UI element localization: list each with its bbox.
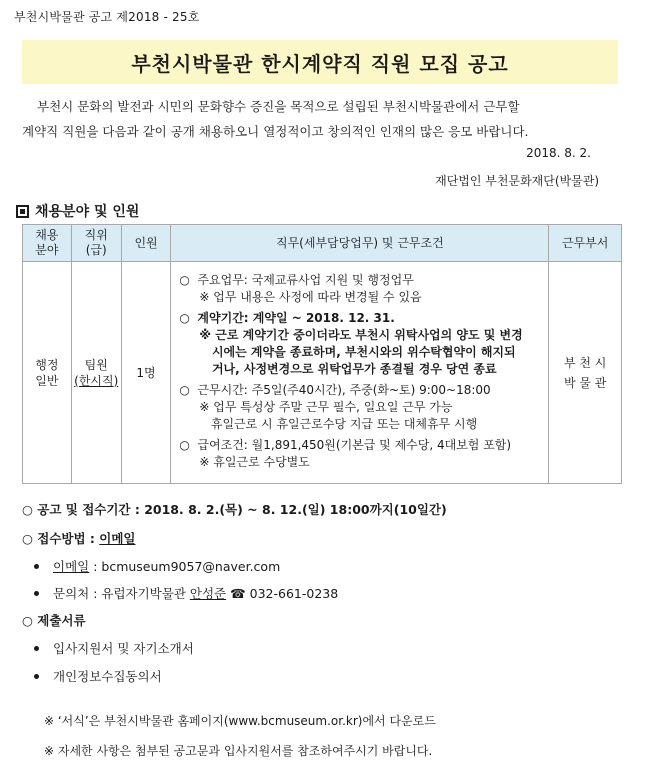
col-header-position: 직위 (급) — [71, 225, 121, 262]
duty-note: ※ 근로 계약기간 중이더라도 부천시 위탁사업의 양도 및 변경 — [199, 328, 523, 342]
duty-note: ※ 업무 내용은 사정에 따라 변경될 수 있음 — [199, 290, 422, 304]
document-item: 입사지원서 및 자기소개서 — [53, 641, 194, 656]
bullet-dot-icon — [34, 674, 39, 679]
bullet-dot-icon — [34, 591, 39, 596]
section-heading — [16, 201, 139, 221]
title-banner — [22, 40, 618, 84]
list-item — [22, 584, 338, 602]
intro-paragraph — [22, 94, 622, 144]
circle-bullet: ○ — [179, 438, 190, 452]
list-item — [22, 639, 194, 657]
footnote-form-download: ※ ‘서식’은 부천시박물관 홈페이지(www.bcmuseum.or.kr)에서 다운로드 — [44, 714, 436, 728]
duty-note: 휴일근로 시 휴일근로수당 지급 또는 대체휴무 시행 — [199, 417, 478, 431]
position-type: (한시직) — [74, 373, 119, 388]
documents-heading: ○ 제출서류 — [22, 613, 86, 628]
cell-position — [71, 262, 121, 484]
duty-contract — [179, 310, 542, 378]
duty-text: 계약기간: 계약일 ~ 2018. 12. 31. — [197, 311, 395, 325]
circle-bullet: ○ — [179, 311, 190, 325]
list-item — [22, 667, 162, 685]
duty-text: 급여조건: 월1,891,450원(기본급 및 제수당, 4대보험 포함) — [197, 438, 512, 452]
intro-line-1: 부천시 문화의 발전과 시민의 문화향수 증진을 목적으로 설립된 부천시박물관에서 근무할 — [37, 99, 520, 114]
duty-note: 시에는 계약을 종료하며, 부천시와의 위수탁협약이 해지되 — [199, 345, 516, 359]
contact-label: 문의처 : 유럽자기박물관 — [53, 586, 190, 601]
col-header-field: 채용 분야 — [23, 225, 72, 262]
duty-note: ※ 업무 특성상 주말 근무 필수, 일요일 근무 가능 — [199, 400, 453, 414]
department-line-1: 부 천 시 — [563, 355, 607, 370]
recruitment-table — [22, 224, 622, 484]
email-value[interactable]: : bcmuseum9057@naver.com — [89, 559, 281, 574]
department-line-2: 박 물 관 — [563, 375, 607, 390]
cell-count: 1명 — [121, 262, 171, 484]
duty-main — [179, 272, 542, 306]
intro-line-2: 계약직 직원을 다음과 같이 공개 채용하오니 열정적이고 창의적인 인재의 많은 응모 바랍니다. — [22, 124, 529, 139]
col-header-duties: 직무(세부담당업무) 및 근무조건 — [171, 225, 549, 262]
col-header-department: 근무부서 — [549, 225, 622, 262]
email-label: 이메일 — [53, 559, 90, 574]
page-title: 부천시박물관 한시계약직 직원 모집 공고 — [131, 51, 509, 76]
list-item — [22, 557, 280, 575]
duty-note: 거나, 사정변경으로 위탁업무가 종결될 경우 당연 종료 — [199, 362, 497, 376]
application-period: ○ 공고 및 접수기간 : 2018. 8. 2.(목) ~ 8. 12.(일) 18:00까지(10일간) — [22, 502, 447, 517]
circle-bullet: ○ — [179, 383, 190, 397]
contact-name: 안성준 — [189, 586, 227, 601]
position-title: 팀원 — [84, 357, 108, 372]
filled-square-icon — [16, 205, 29, 218]
cell-duties — [171, 262, 549, 484]
footnote-details: ※ 자세한 사항은 첨부된 공고문과 입사지원서를 참조하여주시기 바랍니다. — [44, 744, 433, 758]
duty-hours — [179, 382, 542, 433]
duty-text: 주요업무: 국제교류사업 지원 및 행정업무 — [197, 273, 414, 287]
organization-name: 재단법인 부천문화재단(박물관) — [435, 174, 599, 188]
col-header-count: 인원 — [121, 225, 171, 262]
section-heading-text: 채용분야 및 인원 — [35, 204, 140, 220]
bullet-dot-icon — [34, 564, 39, 569]
table-row — [23, 262, 622, 484]
table-header-row — [23, 225, 622, 262]
cell-department — [549, 262, 622, 484]
method-label: ○ 접수방법 : — [22, 531, 100, 546]
duty-salary — [179, 437, 542, 471]
notice-date: 2018. 8. 2. — [526, 146, 591, 160]
circle-bullet: ○ — [179, 273, 190, 287]
document-item: 개인정보수집동의서 — [53, 669, 162, 684]
application-method — [22, 529, 136, 547]
cell-field: 행정 일반 — [23, 262, 72, 484]
notice-number: 부천시박물관 공고 제2018 - 25호 — [14, 10, 200, 24]
method-value: 이메일 — [99, 531, 136, 546]
duty-text: 근무시간: 주5일(주40시간), 주중(화~토) 9:00~18:00 — [197, 383, 491, 397]
duty-note: ※ 휴일근로 수당별도 — [199, 455, 310, 469]
bullet-dot-icon — [34, 646, 39, 651]
contact-phone: ☎ 032-661-0238 — [226, 586, 339, 601]
